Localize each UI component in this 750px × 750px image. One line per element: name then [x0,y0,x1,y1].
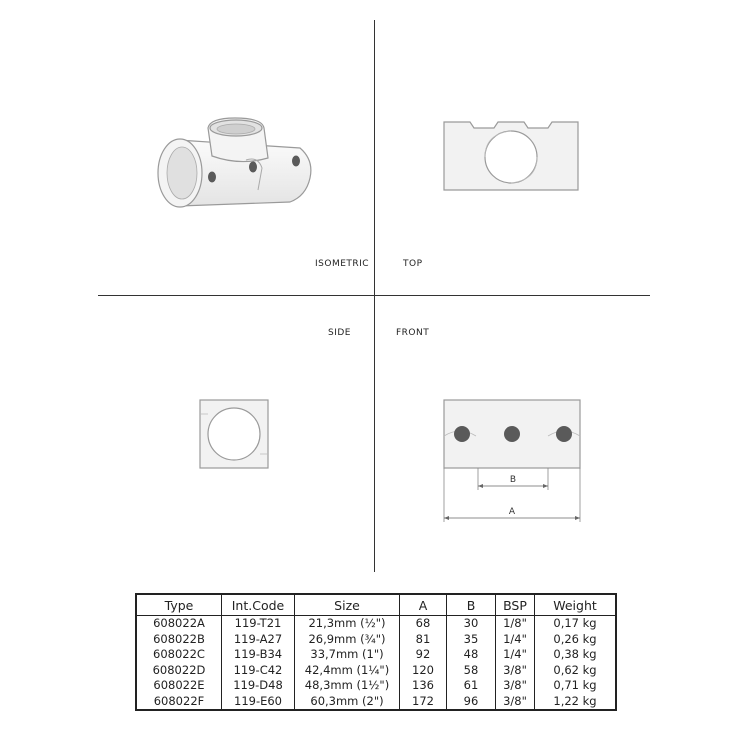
side-label: SIDE [328,328,351,338]
cell-a: 136 [400,678,447,694]
table-row [136,694,616,711]
header-weight: Weight [535,594,617,616]
spec-table [135,593,617,711]
cell-bsp: 3/8" [496,663,535,679]
header-type: Type [136,594,222,616]
top-label: TOP [403,259,423,269]
cell-b: 48 [447,647,496,663]
isometric-label: ISOMETRIC [315,259,370,269]
cell-int-code: 119-B34 [222,647,295,663]
cell-weight: 0,26 kg [535,632,617,648]
cell-type: 608022F [136,694,222,711]
cell-int-code: 119-D48 [222,678,295,694]
front-hole-2 [504,426,520,442]
cell-bsp: 1/4" [496,632,535,648]
cell-size: 42,4mm (1¼") [295,663,400,679]
cell-size: 33,7mm (1") [295,647,400,663]
cell-b: 61 [447,678,496,694]
front-label: FRONT [396,328,430,338]
cell-type: 608022B [136,632,222,648]
cell-bsp: 1/8" [496,616,535,632]
cell-a: 68 [400,616,447,632]
vertical-divider [374,20,375,572]
cell-weight: 0,71 kg [535,678,617,694]
front-hole-1 [454,426,470,442]
cell-int-code: 119-T21 [222,616,295,632]
table-row [136,663,616,679]
top-drawing [440,118,582,194]
header-bsp: BSP [496,594,535,616]
table-row [136,616,616,632]
front-hole-3 [556,426,572,442]
cell-size: 21,3mm (½") [295,616,400,632]
cell-int-code: 119-E60 [222,694,295,711]
top-opening [485,131,537,183]
cell-bsp: 1/4" [496,647,535,663]
table-row [136,632,616,648]
isometric-drawing [150,110,320,220]
spec-header-row [136,594,616,616]
cell-type: 608022D [136,663,222,679]
cell-b: 58 [447,663,496,679]
cell-int-code: 119-A27 [222,632,295,648]
cell-type: 608022E [136,678,222,694]
cell-type: 608022A [136,616,222,632]
side-opening [208,408,260,460]
cell-weight: 0,62 kg [535,663,617,679]
isometric-hole-1 [208,172,216,183]
isometric-hole-2 [249,162,257,173]
dimension-a-label: A [508,507,516,517]
cell-b: 35 [447,632,496,648]
cell-type: 608022C [136,647,222,663]
cell-bsp: 3/8" [496,678,535,694]
cell-a: 120 [400,663,447,679]
header-size: Size [295,594,400,616]
cell-weight: 0,38 kg [535,647,617,663]
cell-size: 60,3mm (2") [295,694,400,711]
cell-size: 48,3mm (1½") [295,678,400,694]
header-a: A [400,594,447,616]
front-drawing [440,396,585,526]
side-drawing [196,396,272,472]
cell-bsp: 3/8" [496,694,535,711]
cell-a: 81 [400,632,447,648]
cell-a: 172 [400,694,447,711]
cell-b: 30 [447,616,496,632]
isometric-hole-3 [292,156,300,167]
header-b: B [447,594,496,616]
horizontal-divider [98,295,650,296]
cell-weight: 1,22 kg [535,694,617,711]
header-int-code: Int.Code [222,594,295,616]
cell-size: 26,9mm (¾") [295,632,400,648]
cell-a: 92 [400,647,447,663]
cell-weight: 0,17 kg [535,616,617,632]
table-row [136,647,616,663]
cell-int-code: 119-C42 [222,663,295,679]
table-row [136,678,616,694]
dimension-b-label: B [509,475,517,485]
cell-b: 96 [447,694,496,711]
